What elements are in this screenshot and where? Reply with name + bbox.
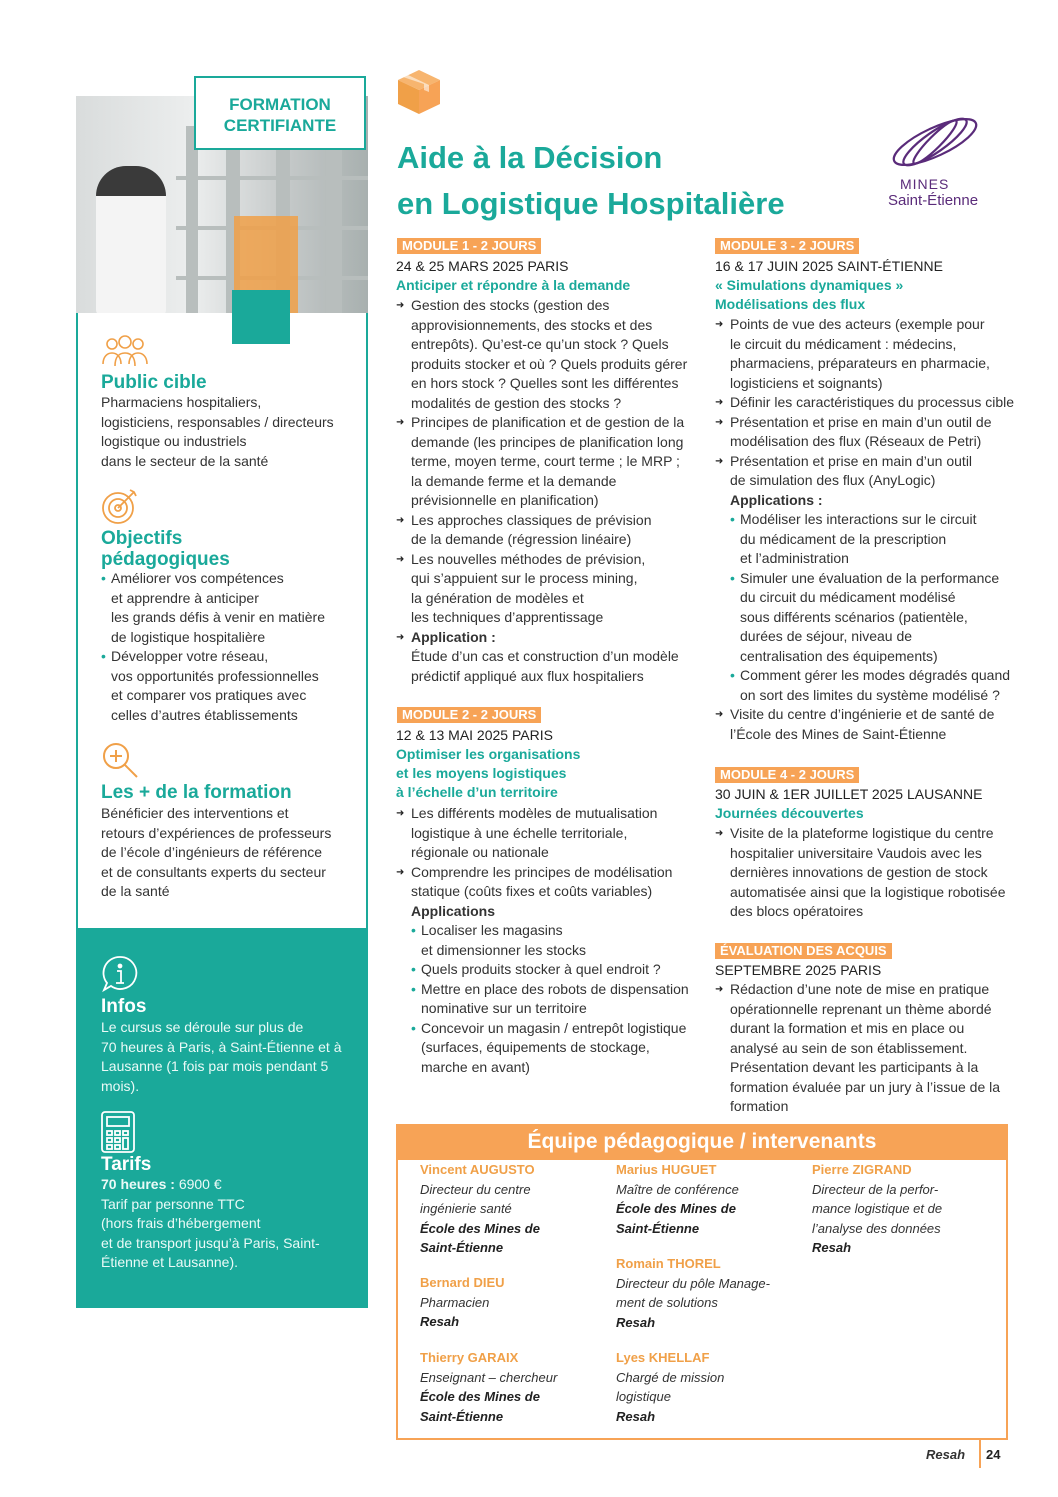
module-1-subtitle: Anticiper et répondre à la demande	[396, 277, 631, 293]
text-line: formation	[730, 1098, 789, 1114]
person-name: Vincent AUGUSTO	[420, 1162, 535, 1177]
text-line: vos opportunités professionnelles	[111, 667, 319, 684]
module-4-list	[715, 824, 1015, 922]
text-line: on sort des limites du système modélisé ?	[740, 686, 1000, 703]
text-line: et comparer vos pratiques avec	[111, 687, 307, 703]
text-line: les grands défis à venir en matière	[111, 609, 325, 625]
module-2-date: 12 & 13 MAI 2025 PARIS	[396, 727, 553, 743]
person-role: l’analyse des données	[812, 1220, 941, 1236]
module-4-date: 30 JUIN & 1ER JUILLET 2025 LAUSANNE	[715, 786, 983, 802]
tarifs-title: Tarifs	[101, 1154, 152, 1175]
person-role: Enseignant – chercheur	[420, 1369, 558, 1385]
person-org: Saint-Étienne	[420, 1408, 504, 1424]
text-line: sous différents scénarios (patientèle,	[740, 608, 968, 625]
evaluation-tag: ÉVALUATION DES ACQUIS	[715, 943, 892, 959]
text-line: • Quels produits stocker à quel endroit ?	[421, 961, 661, 977]
text-line: centralisation des équipements)	[740, 647, 938, 664]
person-card	[420, 1348, 600, 1426]
objectifs-title-line: pédagogiques	[101, 549, 230, 570]
text-line: les techniques d’apprentissage	[411, 609, 604, 625]
calculator-icon	[100, 1110, 136, 1154]
sub-item	[730, 569, 1015, 667]
person-org: Saint-Étienne	[616, 1220, 700, 1236]
person-name: Lyes KHELLAF	[616, 1350, 710, 1365]
person-org: Resah	[812, 1240, 852, 1255]
public-line: logisticiens, responsables / directeurs	[101, 413, 334, 430]
list-item	[396, 628, 696, 687]
text-line: • Comment gérer les modes dégradés quand	[740, 667, 1011, 683]
list-item	[715, 824, 1015, 922]
plus-line: de l’école d’ingénieurs de référence	[101, 844, 323, 860]
list-item	[715, 705, 1015, 744]
objectifs-title	[101, 528, 230, 570]
sub-item	[411, 1019, 696, 1078]
person-name: Pierre ZIGRAND	[812, 1162, 912, 1177]
infos-line: Le cursus se déroule sur plus de	[101, 1019, 304, 1035]
certification-badge	[194, 76, 366, 150]
person-role: ment de solutions	[616, 1295, 718, 1310]
text-line: et l’administration	[740, 550, 849, 566]
text-line: des blocs opératoires	[730, 903, 864, 919]
person-name: Bernard DIEU	[420, 1275, 505, 1290]
module-1-list	[396, 296, 696, 686]
text-line: de la demande (régression linéaire)	[411, 531, 632, 547]
text-line: • Concevoir un magasin / entrepôt logistique	[421, 1019, 687, 1036]
person-role: logistique	[616, 1389, 671, 1404]
public-line: dans le secteur de la santé	[101, 452, 269, 469]
text-line: la génération de modèles et	[411, 589, 584, 606]
title-line: en Logistique Hospitalière	[397, 186, 785, 221]
application-label: Applications :	[730, 491, 823, 508]
list-item	[715, 452, 1015, 491]
text-line: en hors stock ? Quelles sont les différentes	[411, 375, 679, 391]
text-line: le circuit du médicament : médecins,	[730, 335, 957, 352]
person-name: Thierry GARAIX	[420, 1350, 519, 1365]
sub-item	[730, 666, 1015, 705]
person-name: Marius HUGUET	[616, 1162, 717, 1177]
text-line: ➜ Visite de la plateforme logistique du centre	[730, 825, 994, 841]
badge-line-1: FORMATION	[229, 95, 331, 114]
list-item	[396, 863, 696, 902]
person-card	[420, 1160, 600, 1258]
list-item	[715, 315, 1015, 393]
person-card	[616, 1348, 796, 1426]
application-label: ➜ Application :	[411, 628, 496, 645]
plus-line: et de consultants experts du secteur	[101, 863, 326, 880]
footer-brand: Resah	[926, 1447, 966, 1462]
module-2-tag: MODULE 2 - 2 JOURS	[397, 707, 541, 723]
text-line: modélisation des flux (Réseaux de Petri)	[730, 433, 982, 449]
public-title: Public cible	[101, 372, 207, 393]
person-card	[812, 1160, 992, 1258]
sub-item	[411, 960, 696, 980]
logo-line-1: MINES	[900, 176, 950, 192]
plus-line: Bénéficier des interventions et	[101, 805, 289, 821]
tarifs-line: Étienne et Lausanne).	[101, 1254, 238, 1270]
text-line: ➜ Définir les caractéristiques du processus cible	[730, 394, 1015, 410]
text-line: produits stocker et où ? Quels produits gérer	[411, 355, 688, 372]
list-item	[396, 296, 696, 413]
target-icon	[100, 486, 140, 526]
text-line: ➜ Visite du centre d’ingénierie et de santé de	[730, 706, 995, 722]
text-line: et apprendre à anticiper	[111, 589, 259, 606]
sub-item	[730, 510, 1015, 569]
page-number: 24	[986, 1447, 1001, 1462]
list-item	[715, 413, 1015, 452]
text-line: logisticiens et soignants)	[730, 374, 883, 391]
text-line: du circuit du médicament modélisé	[740, 589, 956, 605]
sub-item	[411, 980, 696, 1019]
text-line: du médicament de la prescription	[740, 530, 947, 547]
magnifier-plus-icon	[100, 740, 142, 782]
list-item	[715, 393, 1015, 413]
subtitle-line: « Simulations dynamiques »	[715, 277, 904, 293]
person-role: Chargé de mission	[616, 1369, 725, 1385]
text-line: celles d’autres établissements	[111, 706, 298, 723]
footer-separator	[979, 1440, 981, 1468]
person-org: Resah	[616, 1314, 656, 1330]
objectifs-title-line: Objectifs	[101, 528, 183, 549]
person-card	[616, 1254, 796, 1332]
person-name: Romain THOREL	[616, 1256, 721, 1271]
text-line: entrepôts). Qu’est-ce qu’un stock ? Quels	[411, 336, 669, 352]
text-line: nominative sur un territoire	[421, 1000, 587, 1016]
tarifs-line: Tarif par personne TTC	[101, 1195, 245, 1212]
plus-body	[101, 804, 351, 902]
text-line: ➜ Gestion des stocks (gestion des	[411, 297, 610, 313]
module-3-date: 16 & 17 JUIN 2025 SAINT-ÉTIENNE	[715, 258, 943, 274]
text-line: ➜ Comprendre les principes de modélisation	[411, 863, 673, 880]
subtitle-line: Modélisations des flux	[715, 296, 866, 312]
text-line: et dimensionner les stocks	[421, 941, 586, 958]
public-body	[101, 393, 351, 471]
infos-body	[101, 1018, 346, 1096]
text-line: • Améliorer vos compétences	[111, 570, 284, 586]
text-line: (surfaces, équipements de stockage,	[421, 1039, 650, 1055]
public-line: Pharmaciens hospitaliers,	[101, 394, 262, 410]
person-org: Resah	[420, 1314, 460, 1329]
text-line: ➜ Présentation et prise en main d’un outil de	[730, 413, 992, 430]
text-line: statique (coûts fixes et coûts variables)	[411, 883, 653, 899]
tarifs-body	[101, 1175, 346, 1273]
person-org: Saint-Étienne	[420, 1240, 504, 1255]
text-line: demande (les principes de planification long	[411, 433, 684, 450]
module-1-tag: MODULE 1 - 2 JOURS	[397, 238, 541, 254]
text-line: ➜ Les approches classiques de prévision	[411, 511, 652, 528]
text-line: la demande ferme et la demande	[411, 472, 617, 489]
infos-line: Lausanne (1 fois par mois pendant 5	[101, 1058, 329, 1074]
list-item	[396, 804, 696, 863]
price-label: 70 heures :	[101, 1176, 175, 1192]
module-3-list	[715, 315, 1015, 744]
text-line: • Mettre en place des robots de dispensation	[421, 980, 689, 997]
person-role: Directeur de la perfor-	[812, 1181, 939, 1197]
text-line: pharmaciens, préparateurs en pharmacie,	[730, 355, 990, 371]
module-2-list	[396, 804, 696, 1077]
person-role: mance logistique et de	[812, 1201, 943, 1216]
list-item	[101, 569, 351, 647]
subtitle-line: Optimiser les organisations	[396, 746, 581, 762]
module-4-tag: MODULE 4 - 2 JOURS	[715, 767, 859, 783]
application-label: Applications	[411, 902, 496, 919]
list-item	[396, 413, 696, 511]
text-line: ➜ Principes de planification et de gestion de la	[411, 414, 685, 430]
person-org: Resah	[616, 1408, 656, 1424]
text-line: analysé au sein de son établissement.	[730, 1039, 968, 1056]
page-title	[397, 135, 785, 227]
text-line: modalités de gestion des stocks ?	[411, 394, 622, 411]
person-org: École des Mines de	[420, 1220, 540, 1236]
module-1-date: 24 & 25 MARS 2025 PARIS	[396, 258, 569, 274]
module-4-subtitle: Journées découvertes	[715, 805, 864, 821]
infos-title: Infos	[101, 996, 147, 1017]
plus-line: de la santé	[101, 883, 170, 899]
list-item	[396, 511, 696, 550]
info-icon	[100, 954, 140, 994]
text-line: régionale ou nationale	[411, 844, 549, 860]
person-card	[420, 1273, 600, 1332]
title-line: Aide à la Décision	[397, 140, 663, 175]
list-item	[396, 550, 696, 628]
text-line: de logistique hospitalière	[111, 628, 266, 645]
badge-line-2: CERTIFIANTE	[223, 116, 337, 135]
text-line: • Simuler une évaluation de la performance	[740, 569, 1000, 586]
module-2-subtitle	[396, 745, 580, 802]
subtitle-line: à l’échelle d’un territoire	[396, 784, 558, 800]
subtitle-line: et les moyens logistiques	[396, 765, 567, 781]
plus-line: retours d’expériences de professeurs	[101, 824, 332, 841]
text-line: ➜ Points de vue des acteurs (exemple pour	[730, 316, 985, 332]
text-line: dernières innovations de gestion de stock	[730, 864, 988, 880]
person-role: Directeur du pôle Manage-	[616, 1275, 770, 1291]
sub-list	[396, 921, 696, 1077]
text-line: de simulation des flux (AnyLogic)	[730, 472, 936, 488]
text-line: terme, moyen terme, court terme ; le MRP ;	[411, 453, 680, 469]
text-line: l’École des Mines de Saint-Étienne	[730, 725, 947, 742]
person-org: École des Mines de	[616, 1201, 736, 1216]
evaluation-list	[715, 980, 1015, 1117]
text-line: • Développer votre réseau,	[111, 648, 269, 664]
box-icon	[396, 68, 442, 116]
text-line: qui s’appuient sur le process mining,	[411, 570, 638, 586]
person-role: Directeur du centre	[420, 1181, 531, 1197]
text-line: prévisionnelle en planification)	[411, 492, 599, 508]
plus-title: Les + de la formation	[101, 782, 292, 803]
price-line	[101, 1175, 346, 1195]
public-line: logistique ou industriels	[101, 433, 247, 449]
person-role: Pharmacien	[420, 1294, 490, 1310]
text-line: • Localiser les magasins	[421, 922, 563, 938]
text-line: • Modéliser les interactions sur le circuit	[740, 511, 977, 527]
module-3-tag: MODULE 3 - 2 JOURS	[715, 238, 859, 254]
text-line: ➜ Présentation et prise en main d’un outil	[730, 452, 973, 469]
text-line: approvisionnements, des stocks et des	[411, 316, 653, 333]
price-value: 6900 €	[174, 1176, 222, 1192]
text-line: hospitalier universitaire Vaudois avec les	[730, 844, 982, 861]
text-line: ➜ Rédaction d’une note de mise en pratique	[730, 981, 990, 997]
person-card	[616, 1160, 796, 1238]
decorative-square	[232, 290, 290, 344]
text-line: automatisée ainsi que la logistique robotisée	[730, 883, 1006, 900]
person-role: ingénierie santé	[420, 1201, 512, 1216]
text-line: ➜ Les nouvelles méthodes de prévision,	[411, 550, 646, 567]
text-line: formation évaluée par un jury à l’issue de la	[730, 1078, 1001, 1095]
text-line: durant la formation et mis en place ou	[730, 1020, 965, 1036]
module-3-subtitle	[715, 276, 903, 314]
logo-line-2: Saint-Étienne	[888, 192, 979, 209]
list-item	[715, 980, 1015, 1117]
text-line: Présentation devant les participants à la	[730, 1059, 979, 1075]
tarifs-line: (hors frais d’hébergement	[101, 1215, 261, 1231]
person-role: Maître de conférence	[616, 1181, 739, 1197]
text-line: ➜ Les différents modèles de mutualisation	[411, 805, 658, 821]
evaluation-date: SEPTEMBRE 2025 PARIS	[715, 962, 882, 978]
infos-line: 70 heures à Paris, à Saint-Étienne et à	[101, 1038, 342, 1055]
people-icon	[100, 334, 150, 368]
sub-item	[411, 921, 696, 960]
tarifs-line: et de transport jusqu’à Paris, Saint-	[101, 1234, 320, 1251]
text-line: marche en avant)	[421, 1058, 530, 1075]
text-line: Étude d’un cas et construction d’un modèle	[411, 648, 679, 664]
list-item	[101, 647, 351, 725]
text-line: prédictif appliqué aux flux hospitaliers	[411, 667, 644, 684]
infos-line: mois).	[101, 1077, 140, 1094]
text-line: logistique à une échelle territoriale,	[411, 824, 628, 841]
text-line: durées de séjour, niveau de	[740, 628, 913, 644]
text-line: opérationnelle reprenant un thème abordé	[730, 1000, 992, 1017]
objectifs-body	[101, 569, 351, 725]
team-title: Équipe pédagogique / intervenants	[396, 1124, 1008, 1160]
sub-list	[715, 510, 1015, 705]
person-org: École des Mines de	[420, 1389, 540, 1404]
